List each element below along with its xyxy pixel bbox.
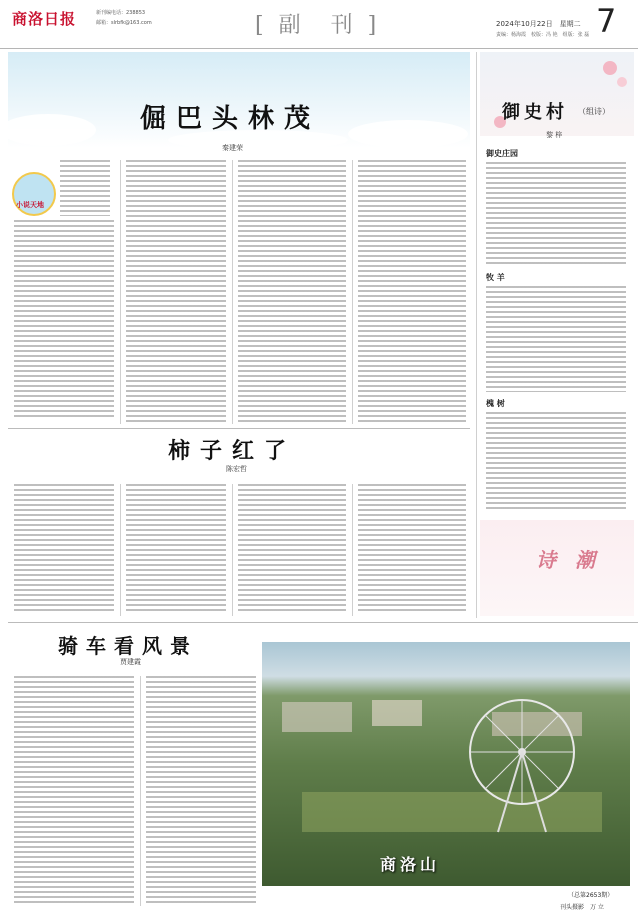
poem-heading: 牧 羊	[486, 272, 505, 282]
poem-body	[486, 162, 626, 266]
column-rule	[476, 52, 477, 618]
poetry-tide-banner	[480, 520, 634, 616]
poem-heading: 御史庄园	[486, 148, 518, 158]
staff-credits: 责编：杨海霞 校版：冯 艳 组版：张 磊	[496, 32, 590, 38]
poem-body	[486, 286, 626, 392]
article1-col2	[126, 160, 226, 422]
article3-col2	[146, 676, 256, 904]
issue-number: （总第2653期）	[568, 892, 614, 899]
section-title: [ 副 刊 ]	[255, 13, 381, 38]
poem-body	[486, 412, 626, 512]
article2-col4	[358, 484, 466, 614]
article1-col3	[238, 160, 346, 422]
column-rule	[232, 160, 233, 424]
editor-info: 新刊编电话：238853	[96, 10, 146, 16]
masthead	[0, 0, 638, 49]
article2-col1	[14, 484, 114, 614]
divider	[8, 622, 638, 623]
column-rule	[140, 676, 141, 906]
article2-col3	[238, 484, 346, 614]
article2-title: 柿子红了	[168, 438, 297, 464]
article1-col4	[358, 160, 466, 422]
photo-shangluo-mountain	[262, 642, 630, 886]
ferris-wheel-icon	[262, 642, 630, 886]
badge-label: 小说天地	[16, 201, 44, 209]
article2-author: 陈宏哲	[226, 465, 247, 473]
article1-lede	[60, 160, 110, 216]
column-rule	[232, 484, 233, 616]
photo-title: 商洛山	[380, 855, 441, 874]
poem-author: 黎 梓	[546, 131, 563, 139]
newspaper-logo: 商洛日报	[12, 10, 77, 28]
article3-col1	[14, 676, 134, 904]
column-rule	[352, 160, 353, 424]
column-rule	[120, 484, 121, 616]
column-rule	[120, 160, 121, 424]
email: 邮箱：slrbfk@163.com	[96, 20, 152, 26]
article3-author: 贾建霞	[120, 658, 141, 666]
article1-title: 倔巴头林茂	[140, 104, 321, 134]
issue-date: 2024年10月22日 星期二	[496, 20, 581, 28]
poem-heading: 槐 树	[486, 398, 505, 408]
poem-subtitle: （组诗）	[578, 107, 610, 116]
article3-title: 骑车看风景	[58, 634, 198, 658]
poem-title: 御史村	[502, 102, 568, 123]
article1-col1	[14, 220, 114, 420]
article2-col2	[126, 484, 226, 614]
column-rule	[352, 484, 353, 616]
poetry-tide-title: 诗 潮	[536, 548, 601, 572]
fiction-badge	[12, 172, 56, 216]
divider	[8, 428, 470, 429]
article1-author: 秦建荣	[222, 144, 243, 152]
photo-credit: 刊头摄影 万 立	[560, 904, 604, 911]
page-number: 7	[596, 2, 617, 40]
